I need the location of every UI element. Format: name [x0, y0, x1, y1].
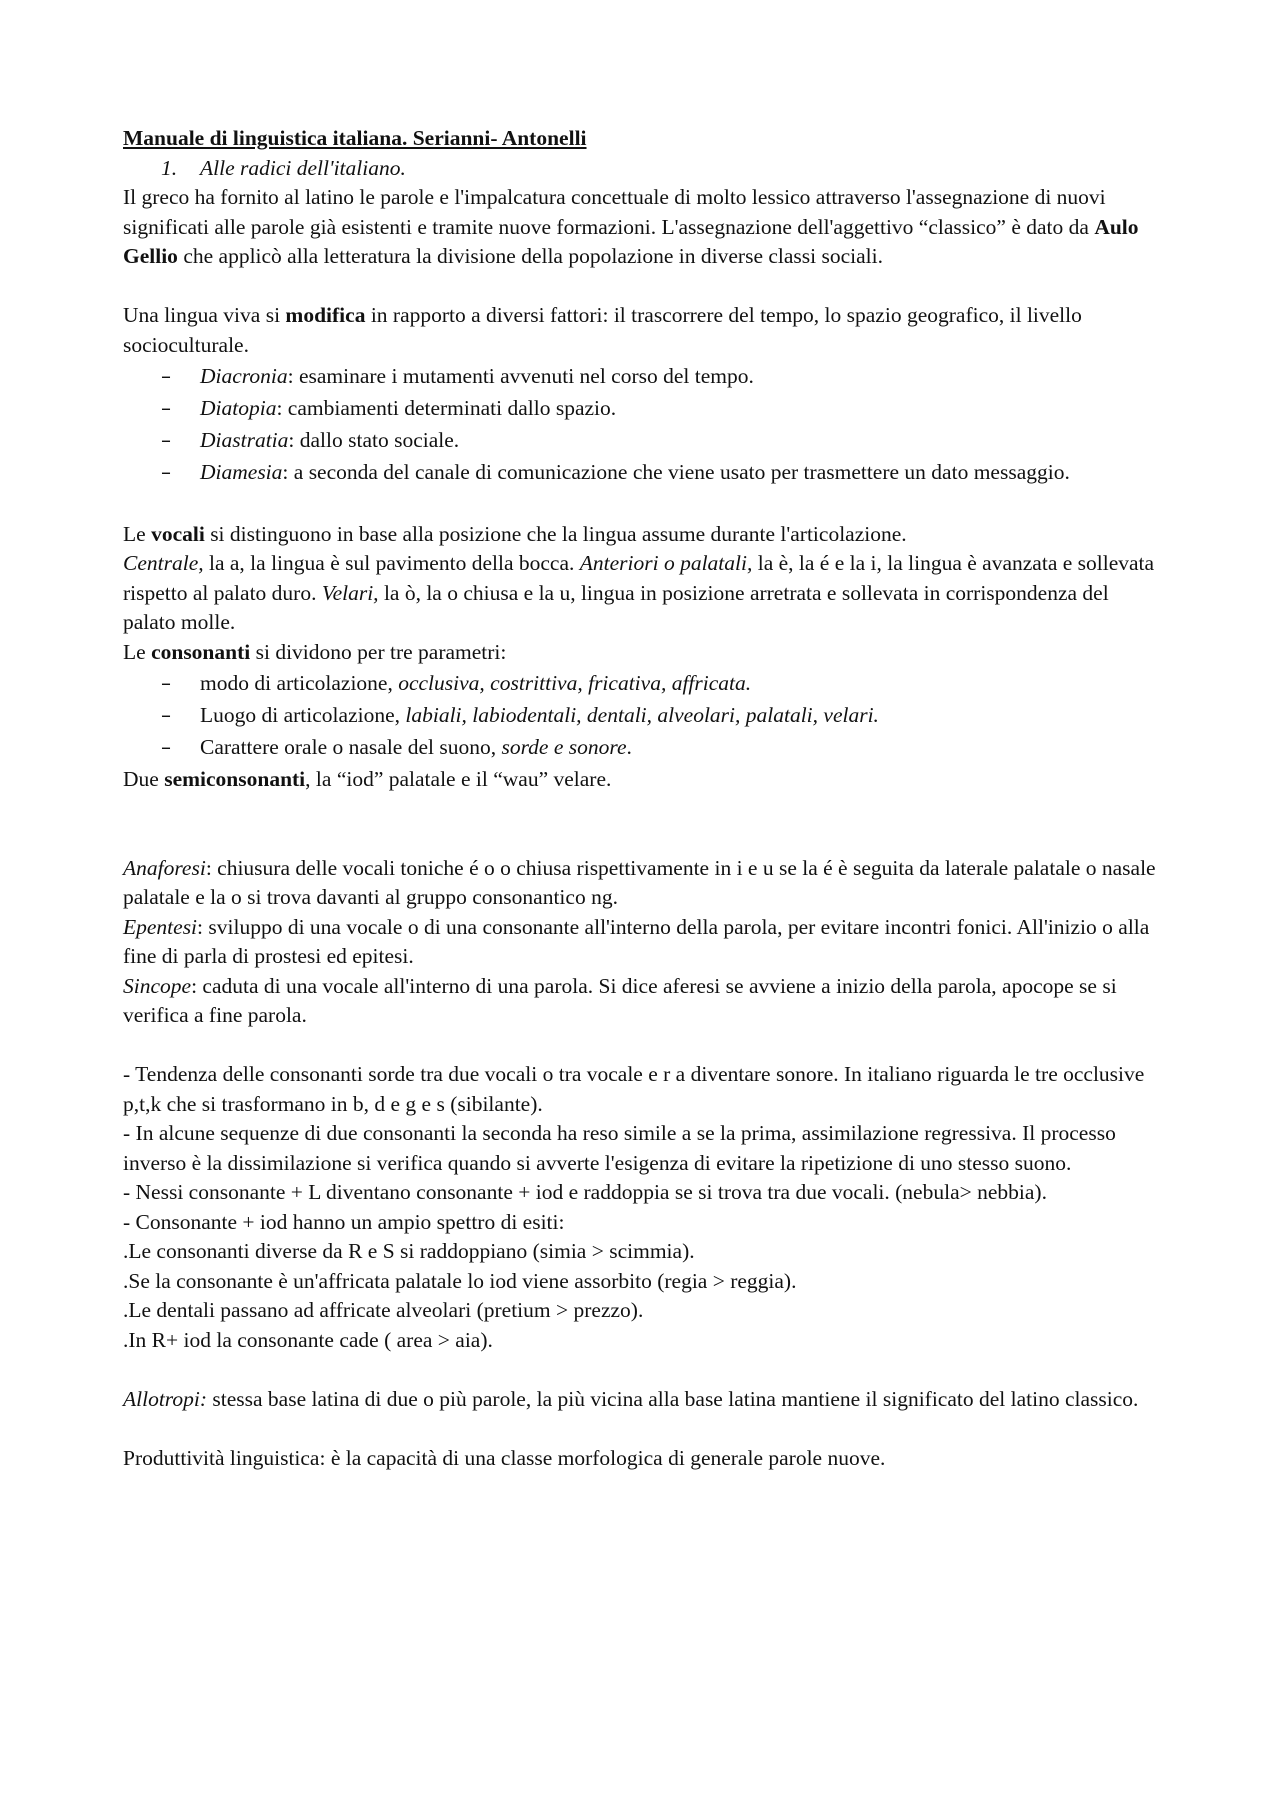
text-run: si distinguono in base alla posizione che la lingua assume durante l'articolazione. — [204, 521, 907, 546]
text-run: modo di articolazione, — [200, 671, 399, 695]
paragraph-epentesi — [123, 913, 1160, 972]
paragraph-line: - In alcune sequenze di due consonanti la seconda ha reso simile a se la prima, assimilazione regressiva. Il processo inverso è la dissimilazione si verifica quando si avverte l'esigenza di evitare la ripetizione di uno stesso suono. — [123, 1121, 1116, 1175]
blank-line — [123, 1355, 1160, 1385]
list-item — [123, 669, 1160, 699]
italic-term: Diacronia — [200, 364, 288, 388]
paragraph-lingua-viva — [123, 301, 1160, 360]
italic-term: Centrale, — [123, 551, 204, 575]
paragraph-allotropi — [123, 1385, 1160, 1415]
blank-line — [123, 1414, 1160, 1444]
bold-term: vocali — [151, 521, 205, 546]
list-item — [123, 362, 1160, 392]
paragraph-semiconsonanti — [123, 765, 1160, 795]
paragraph-line: - Nessi consonante + L diventano consonante + iod e raddoppia se si trova tra due vocali. (nebula> nebbia). — [123, 1180, 1047, 1204]
italic-term: Diastratia — [200, 428, 289, 452]
bold-term: Aulo Gellio — [123, 214, 1139, 268]
paragraph-line: - Tendenza delle consonanti sorde tra due vocali o tra vocale e r a diventare sonore. In italiano riguarda le tre occlusive p,t,k che si trasformano in b, d e g e s (sibilante). — [123, 1062, 1145, 1116]
dash-bullet: – — [161, 396, 171, 420]
text-run: che applicò alla letteratura la divisione della popolazione in diverse classi sociali. — [177, 244, 883, 268]
dash-bullet: – — [161, 671, 171, 695]
text-run: la a, la lingua è sul pavimento della bocca. — [203, 551, 580, 575]
text-run: Una lingua viva si — [123, 303, 286, 327]
text-run: Due — [123, 767, 165, 791]
italic-term: Diamesia — [200, 460, 283, 484]
italic-term: Anteriori o palatali, — [579, 551, 753, 575]
text-run: , la “iod” palatale e il “wau” velare. — [305, 767, 612, 791]
chapter-heading — [123, 154, 1160, 184]
text-run: si dividono per tre parametri: — [250, 639, 507, 664]
italic-term: Velari, — [321, 580, 379, 605]
text-run: Luogo di articolazione, — [200, 703, 406, 727]
italic-run: labiali, labiodentali, dentali, alveolari, palatali, velari. — [405, 703, 879, 727]
text-run: : a seconda del canale di comunicazione che viene usato per trasmettere un dato messaggio. — [282, 460, 1070, 484]
paragraph-anaforesi — [123, 854, 1160, 913]
paragraph-line: .Le dentali passano ad affricate alveolari (pretium > prezzo). — [123, 1298, 644, 1322]
bold-term: modifica — [285, 303, 366, 327]
text-run: Le — [123, 639, 152, 664]
document-title: Manuale di linguistica italiana. Serianni- Antonelli — [123, 126, 587, 150]
list-item — [123, 426, 1160, 456]
italic-run: occlusiva, costrittiva, fricativa, affricata. — [398, 671, 752, 695]
blank-lines — [123, 795, 1160, 854]
text-run: stessa base latina di due o più parole, la più vicina alla base latina mantiene il significato del latino classico. — [207, 1386, 1139, 1411]
text-run: Carattere orale o nasale del suono, — [200, 735, 502, 759]
list-item — [123, 394, 1160, 424]
variation-list — [123, 362, 1160, 488]
dash-bullet: – — [161, 428, 171, 452]
text-run: Il greco ha fornito al latino le parole e l'impalcatura concettuale di molto lessico attraverso l'assegnazione di nuovi significati alle parole già esistenti e tramite nuove formazioni. L'assegnazione dell'aggettivo “classico” è dato da — [123, 185, 1106, 239]
chapter-title: Alle radici dell'italiano. — [200, 155, 406, 180]
text-run: : chiusura delle vocali toniche é o o chiusa rispettivamente in i e u se la é è seguita da laterale palatale o nasale palatale e la o si trova davanti al gruppo consonantico ng. — [123, 855, 1156, 909]
text-run: la ò, la o chiusa e la u, lingua in posizione arretrata e sollevata in corrispondenza del palato molle. — [123, 580, 1109, 634]
dash-bullet: – — [161, 735, 171, 759]
italic-term: Epentesi — [123, 914, 198, 939]
list-item — [123, 733, 1160, 763]
paragraph-vocali — [123, 520, 1160, 638]
text-run: la è, la é e la i, la lingua è avanzata e sollevata rispetto al palato duro. — [123, 551, 1155, 605]
dash-bullet: – — [161, 703, 171, 727]
paragraph-line: .In R+ iod la consonante cade ( area > aia). — [123, 1327, 493, 1352]
list-item — [123, 701, 1160, 731]
paragraph-line: - Consonante + iod hanno un ampio spettro di esiti: — [123, 1209, 565, 1234]
italic-term: Allotropi: — [123, 1386, 208, 1411]
chapter-number: 1. — [161, 155, 178, 180]
dash-bullet: – — [161, 364, 171, 388]
list-item — [123, 458, 1160, 488]
text-run: : esaminare i mutamenti avvenuti nel corso del tempo. — [287, 364, 754, 388]
text-run: : dallo stato sociale. — [288, 428, 460, 452]
blank-line — [123, 272, 1160, 302]
paragraph-line: .Le consonanti diverse da R e S si raddoppiano (simia > scimmia). — [123, 1239, 695, 1263]
text-run: . — [626, 735, 632, 759]
text-run: Le — [123, 521, 152, 546]
paragraph-greco — [123, 183, 1160, 272]
paragraph-consonanti — [123, 638, 1160, 668]
bold-term: consonanti — [151, 639, 251, 664]
italic-term: Anaforesi — [123, 855, 206, 880]
text-run: : sviluppo di una vocale o di una consonante all'interno della parola, per evitare incontri fonici. All'inizio o alla fine di parla di prostesi ed epitesi. — [123, 914, 1150, 968]
text-run: in rapporto a diversi fattori: il trascorrere del tempo, lo spazio geografico, il livello socioculturale. — [123, 303, 1082, 357]
bold-term: semiconsonanti — [164, 767, 306, 791]
italic-term: Sincope — [123, 973, 192, 998]
paragraph-produttivita: Produttività linguistica: è la capacità di una classe morfologica di generale parole nuove. — [123, 1445, 886, 1470]
text-run: : caduta di una vocale all'interno di una parola. Si dice aferesi se avviene a inizio della parola, apocope se si verifica a fine parola. — [123, 973, 1117, 1027]
text-run: : cambiamenti determinati dallo spazio. — [276, 396, 617, 420]
italic-term: Diatopia — [200, 396, 277, 420]
paragraph-line: .Se la consonante è un'affricata palatale lo iod viene assorbito (regia > reggia). — [123, 1268, 797, 1293]
italic-run: sorde e sonore — [501, 735, 627, 759]
blank-line — [123, 490, 1160, 520]
dash-bullet: – — [161, 460, 171, 484]
paragraph-sincope — [123, 972, 1160, 1031]
consonant-parameter-list — [123, 669, 1160, 763]
blank-line — [123, 1031, 1160, 1061]
